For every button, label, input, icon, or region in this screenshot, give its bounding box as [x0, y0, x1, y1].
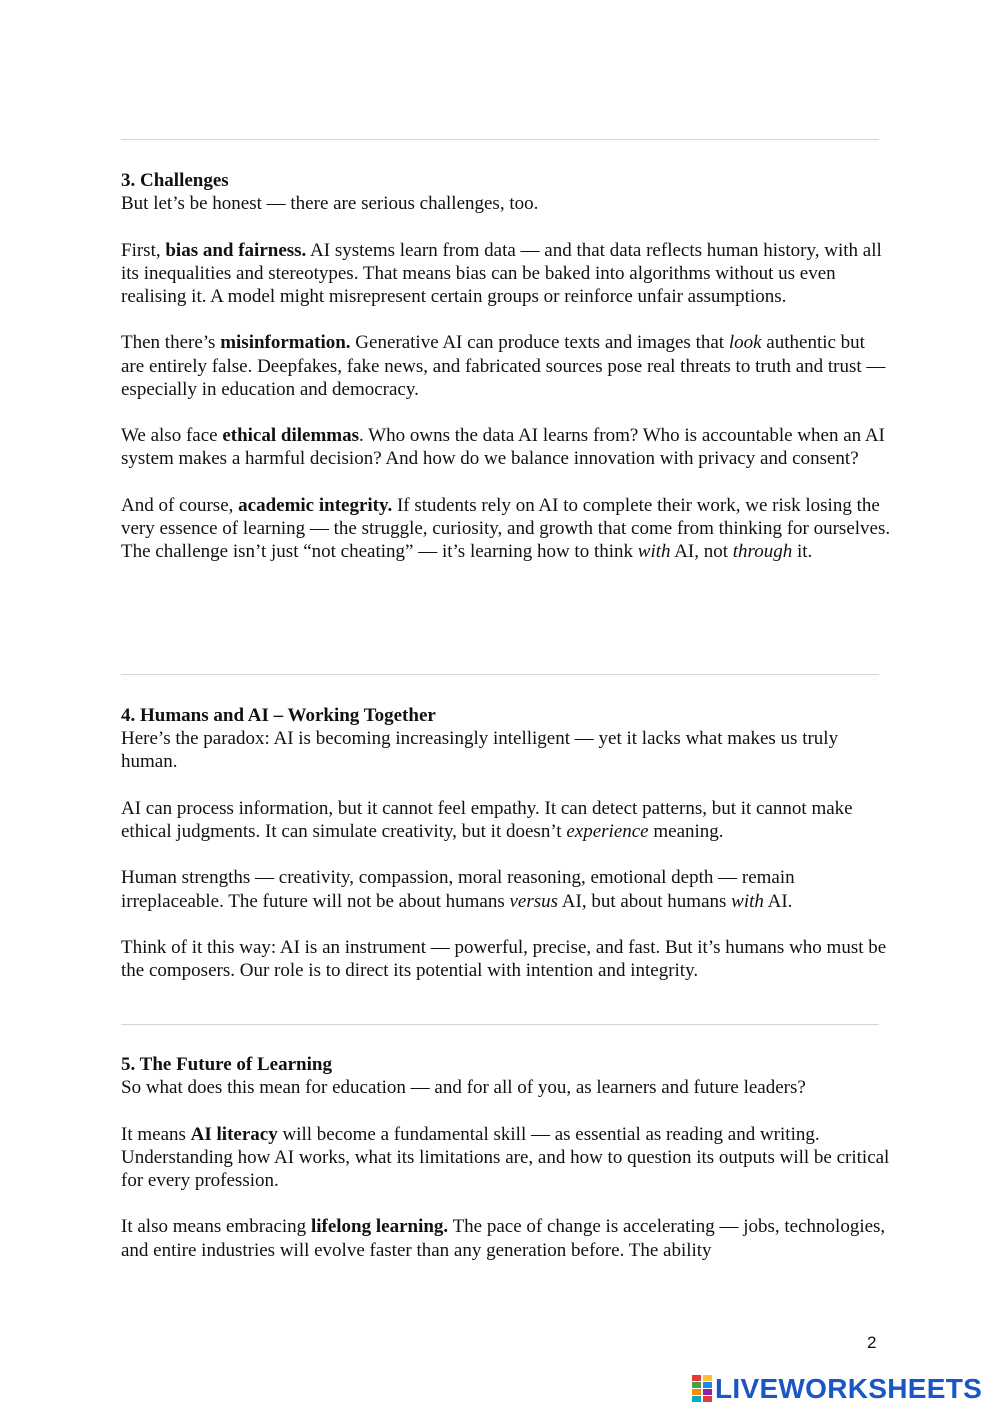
- paragraph: Then there’s misinformation. Generative AI can produce texts and images that look authentic but are entirely false. Deepfakes, fake news, and fabricated sources pose real threats to truth and trust — especially in education and democracy.: [121, 332, 886, 400]
- liveworksheets-logo-icon: [692, 1375, 712, 1403]
- paragraph: First, bias and fairness. AI systems learn from data — and that data reflects human history, with all its inequalities and stereotypes. That means bias can be baked into algorithms without us even realising it. A model might misrepresent certain groups or reinforce unfair assumptions.: [121, 239, 882, 307]
- section-divider: [121, 674, 879, 675]
- page-number: 2: [867, 1333, 877, 1352]
- section-lead: Here’s the paradox: AI is becoming increasingly intelligent — yet it lacks what makes us truly human.: [121, 728, 839, 773]
- section-divider: [121, 1024, 879, 1025]
- paragraph: And of course, academic integrity. If students rely on AI to complete their work, we risk losing the very essence of learning — the struggle, curiosity, and growth that come from thinking for ourselves. The challenge isn’t just “not cheating” — it’s learning how to think with AI, not through it.: [121, 494, 891, 563]
- section-heading: 3. Challenges: [121, 170, 229, 191]
- section-heading: 5. The Future of Learning: [121, 1054, 332, 1075]
- paragraph: It also means embracing lifelong learning. The pace of change is accelerating — jobs, technologies, and entire industries will evolve faster than any generation before. The ability: [121, 1216, 886, 1261]
- paragraph: It means AI literacy will become a fundamental skill — as essential as reading and writing. Understanding how AI works, what its limitations are, and how to question its outputs will be critical for every profession.: [121, 1123, 890, 1191]
- paragraph: Think of it this way: AI is an instrument — powerful, precise, and fast. But it’s humans who must be the composers. Our role is to direct its potential with intention and integrity.: [121, 936, 887, 982]
- section-humans-and-ai: [121, 704, 891, 1006]
- brand-name: LIVEWORKSHEETS: [715, 1373, 983, 1404]
- paragraph: We also face ethical dilemmas. Who owns the data AI learns from? Who is accountable when an AI system makes a harmful decision? And how do we balance innovation with privacy and consent?: [121, 425, 885, 470]
- section-divider: [121, 139, 879, 140]
- section-lead: So what does this mean for education — and for all of you, as learners and future leaders?: [121, 1077, 806, 1099]
- section-heading: 4. Humans and AI – Working Together: [121, 705, 436, 726]
- section-challenges: [121, 169, 891, 587]
- paragraph: AI can process information, but it cannot feel empathy. It can detect patterns, but it cannot make ethical judgments. It can simulate creativity, but it doesn’t experience meaning.: [121, 797, 853, 842]
- section-lead: But let’s be honest — there are serious challenges, too.: [121, 193, 539, 215]
- liveworksheets-logo[interactable]: [692, 1372, 982, 1406]
- section-future-of-learning: [121, 1053, 891, 1285]
- paragraph: Human strengths — creativity, compassion, moral reasoning, emotional depth — remain irreplaceable. The future will not be about humans versus AI, but about humans with AI.: [121, 867, 795, 912]
